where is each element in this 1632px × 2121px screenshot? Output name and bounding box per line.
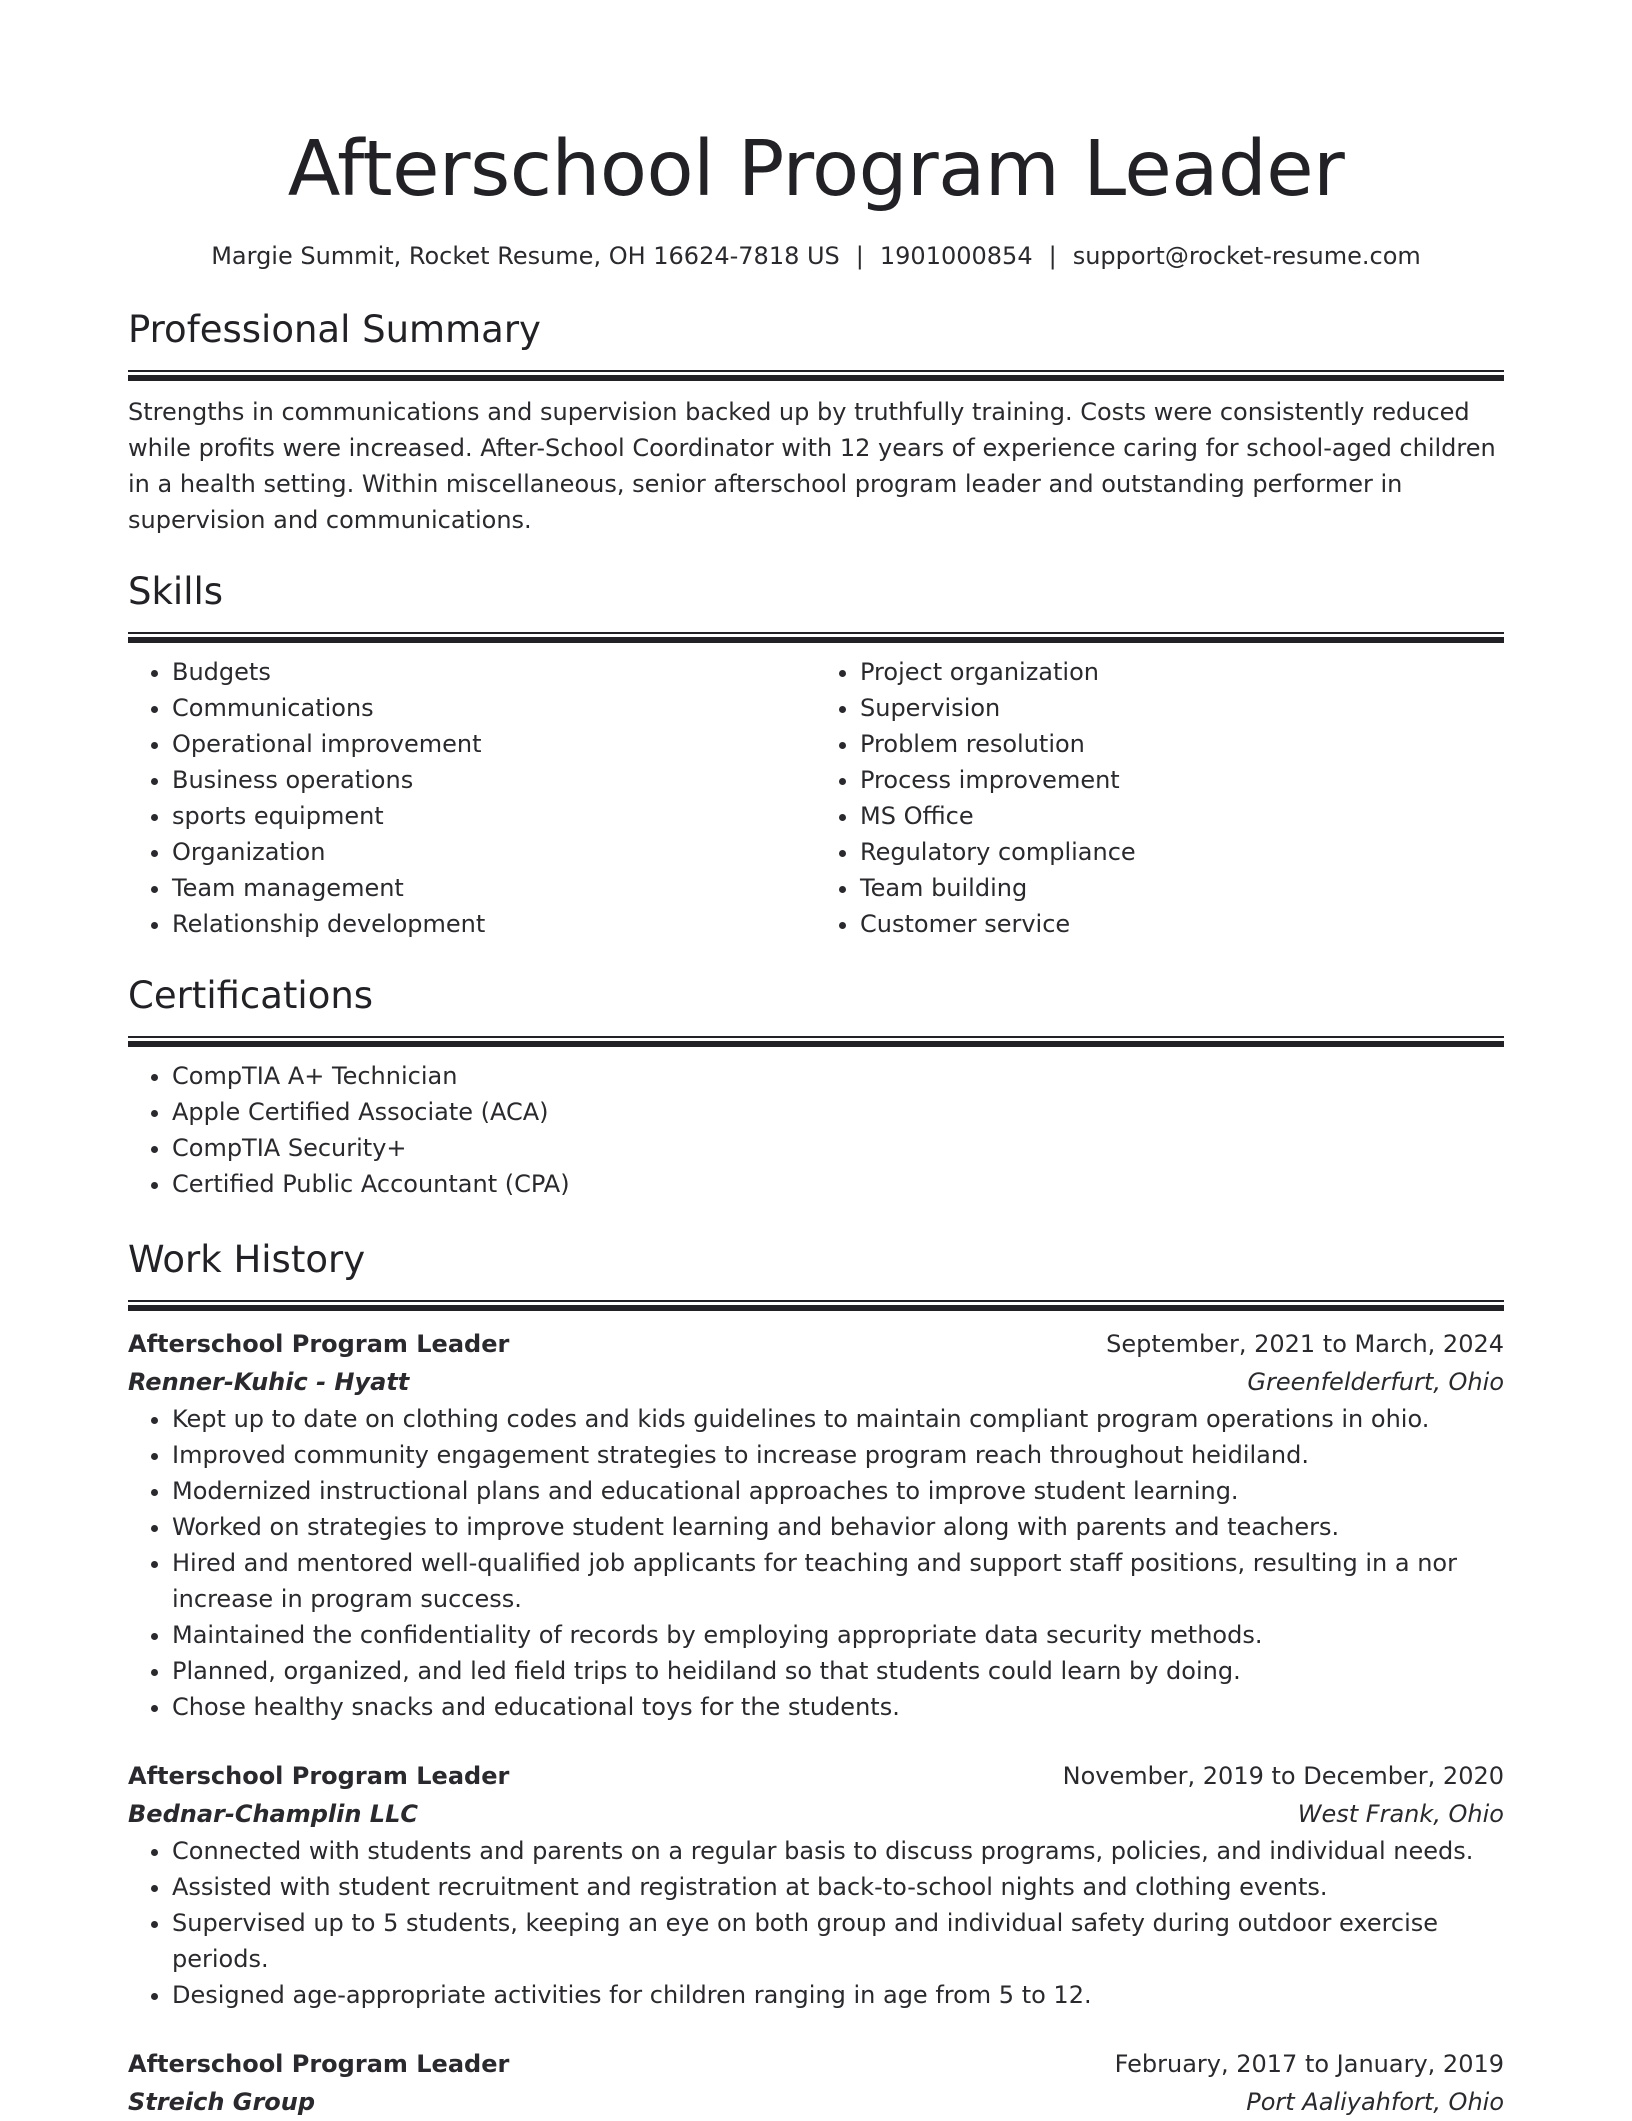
job-header: [128, 2045, 1504, 2083]
skill-item: • Relationship development: [172, 906, 816, 942]
skill-item: • Communications: [172, 690, 816, 726]
job-dates: November, 2019 to December, 2020: [1062, 1762, 1504, 1790]
job-header: [128, 1757, 1504, 1795]
resume-page: [128, 0, 1504, 2121]
job-bullet: • Chose healthy snacks and educational toys for the students.: [172, 1689, 1504, 1725]
certification-item: • Certified Public Accountant (CPA): [172, 1166, 1504, 1202]
certifications-section: [128, 972, 1504, 1202]
job-entry: [128, 2045, 1504, 2121]
resume-title: Afterschool Program Leader: [287, 125, 1345, 214]
job-subheader: [128, 1795, 1504, 1833]
job-bullet: • Worked on strategies to improve student learning and behavior along with parents and teachers.: [172, 1509, 1504, 1545]
contact-phone: 1901000854: [879, 242, 1033, 270]
skill-item: • Organization: [172, 834, 816, 870]
skill-item: • Team building: [860, 870, 1504, 906]
certification-item: • CompTIA A+ Technician: [172, 1058, 1504, 1094]
skills-section: [128, 568, 1504, 942]
summary-text: Strengths in communications and supervision backed up by truthfully training. Costs were consistently reduced while profits were increased. After-School Coordinator with 12 years of experience caring for school-aged children in a health setting. Within miscellaneous, senior afterschool program leader and outstanding performer in supervision and communications.: [128, 398, 1496, 534]
skill-item: • Supervision: [860, 690, 1504, 726]
skill-item: • Operational improvement: [172, 726, 816, 762]
job-location: Greenfelderfurt, Ohio: [1247, 1368, 1504, 1396]
job-entry: [128, 1757, 1504, 2013]
skill-item: • Budgets: [172, 654, 816, 690]
skills-column-left: [128, 654, 816, 942]
job-dates: February, 2017 to January, 2019: [1114, 2050, 1504, 2078]
job-subheader: [128, 1363, 1504, 1401]
section-divider: [128, 1036, 1504, 1047]
job-entry: [128, 1325, 1504, 1725]
skills-columns: [128, 654, 1504, 942]
job-bullet: • Maintained the confidentiality of records by employing appropriate data security methods.: [172, 1617, 1504, 1653]
job-bullet: • Modernized instructional plans and educational approaches to improve student learning.: [172, 1473, 1504, 1509]
skill-item: • Customer service: [860, 906, 1504, 942]
contact-address: Margie Summit, Rocket Resume, OH 16624-7818 US: [211, 242, 840, 270]
contact-separator: |: [1048, 242, 1057, 270]
section-divider: [128, 632, 1504, 643]
job-bullets: [128, 1833, 1504, 2013]
section-heading-skills: Skills: [128, 570, 224, 613]
job-title: Afterschool Program Leader: [128, 1330, 510, 1358]
skill-item: • Project organization: [860, 654, 1504, 690]
skill-item: • sports equipment: [172, 798, 816, 834]
skills-column-right: [816, 654, 1504, 942]
job-company: Streich Group: [128, 2088, 316, 2116]
skill-item: • Team management: [172, 870, 816, 906]
skill-item: • Problem resolution: [860, 726, 1504, 762]
job-location: West Frank, Ohio: [1297, 1800, 1504, 1828]
work-history-section: [128, 1236, 1504, 2121]
job-company: Renner-Kuhic - Hyatt: [128, 1368, 410, 1396]
job-location: Port Aaliyahfort, Ohio: [1246, 2088, 1504, 2116]
job-bullet: • Supervised up to 5 students, keeping an eye on both group and individual safety during outdoor exercise periods.: [172, 1905, 1504, 1977]
section-divider: [128, 370, 1504, 381]
contact-separator: |: [855, 242, 864, 270]
certifications-list: [128, 1058, 1504, 1202]
skill-item: • Regulatory compliance: [860, 834, 1504, 870]
job-bullet: • Hired and mentored well-qualified job applicants for teaching and support staff positions, resulting in a nor increase in program success.: [172, 1545, 1504, 1617]
job-dates: September, 2021 to March, 2024: [1106, 1330, 1504, 1358]
skills-list-left: [128, 654, 816, 942]
job-title: Afterschool Program Leader: [128, 2050, 510, 2078]
job-title: Afterschool Program Leader: [128, 1762, 510, 1790]
job-company: Bednar-Champlin LLC: [128, 1800, 419, 1828]
section-heading-work-history: Work History: [128, 1238, 366, 1281]
job-bullet: • Designed age-appropriate activities for children ranging in age from 5 to 12.: [172, 1977, 1504, 2013]
section-heading-certifications: Certifications: [128, 974, 374, 1017]
skills-list-right: [816, 654, 1504, 942]
job-bullet: • Kept up to date on clothing codes and kids guidelines to maintain compliant program operations in ohio.: [172, 1401, 1504, 1437]
job-bullet: • Connected with students and parents on a regular basis to discuss programs, policies, and individual needs.: [172, 1833, 1504, 1869]
job-header: [128, 1325, 1504, 1363]
section-heading-summary: Professional Summary: [128, 308, 541, 351]
job-subheader: [128, 2083, 1504, 2121]
contact-email: support@rocket-resume.com: [1072, 242, 1421, 270]
skill-item: • Process improvement: [860, 762, 1504, 798]
job-bullet: • Assisted with student recruitment and registration at back-to-school nights and clothing events.: [172, 1869, 1504, 1905]
certification-item: • CompTIA Security+: [172, 1130, 1504, 1166]
summary-section: [128, 306, 1504, 538]
skill-item: • Business operations: [172, 762, 816, 798]
section-divider: [128, 1300, 1504, 1311]
job-bullets: [128, 1401, 1504, 1725]
job-bullet: • Planned, organized, and led field trips to heidiland so that students could learn by doing.: [172, 1653, 1504, 1689]
contact-line: [128, 240, 1504, 272]
skill-item: • MS Office: [860, 798, 1504, 834]
certification-item: • Apple Certified Associate (ACA): [172, 1094, 1504, 1130]
job-bullet: • Improved community engagement strategies to increase program reach throughout heidiland.: [172, 1437, 1504, 1473]
